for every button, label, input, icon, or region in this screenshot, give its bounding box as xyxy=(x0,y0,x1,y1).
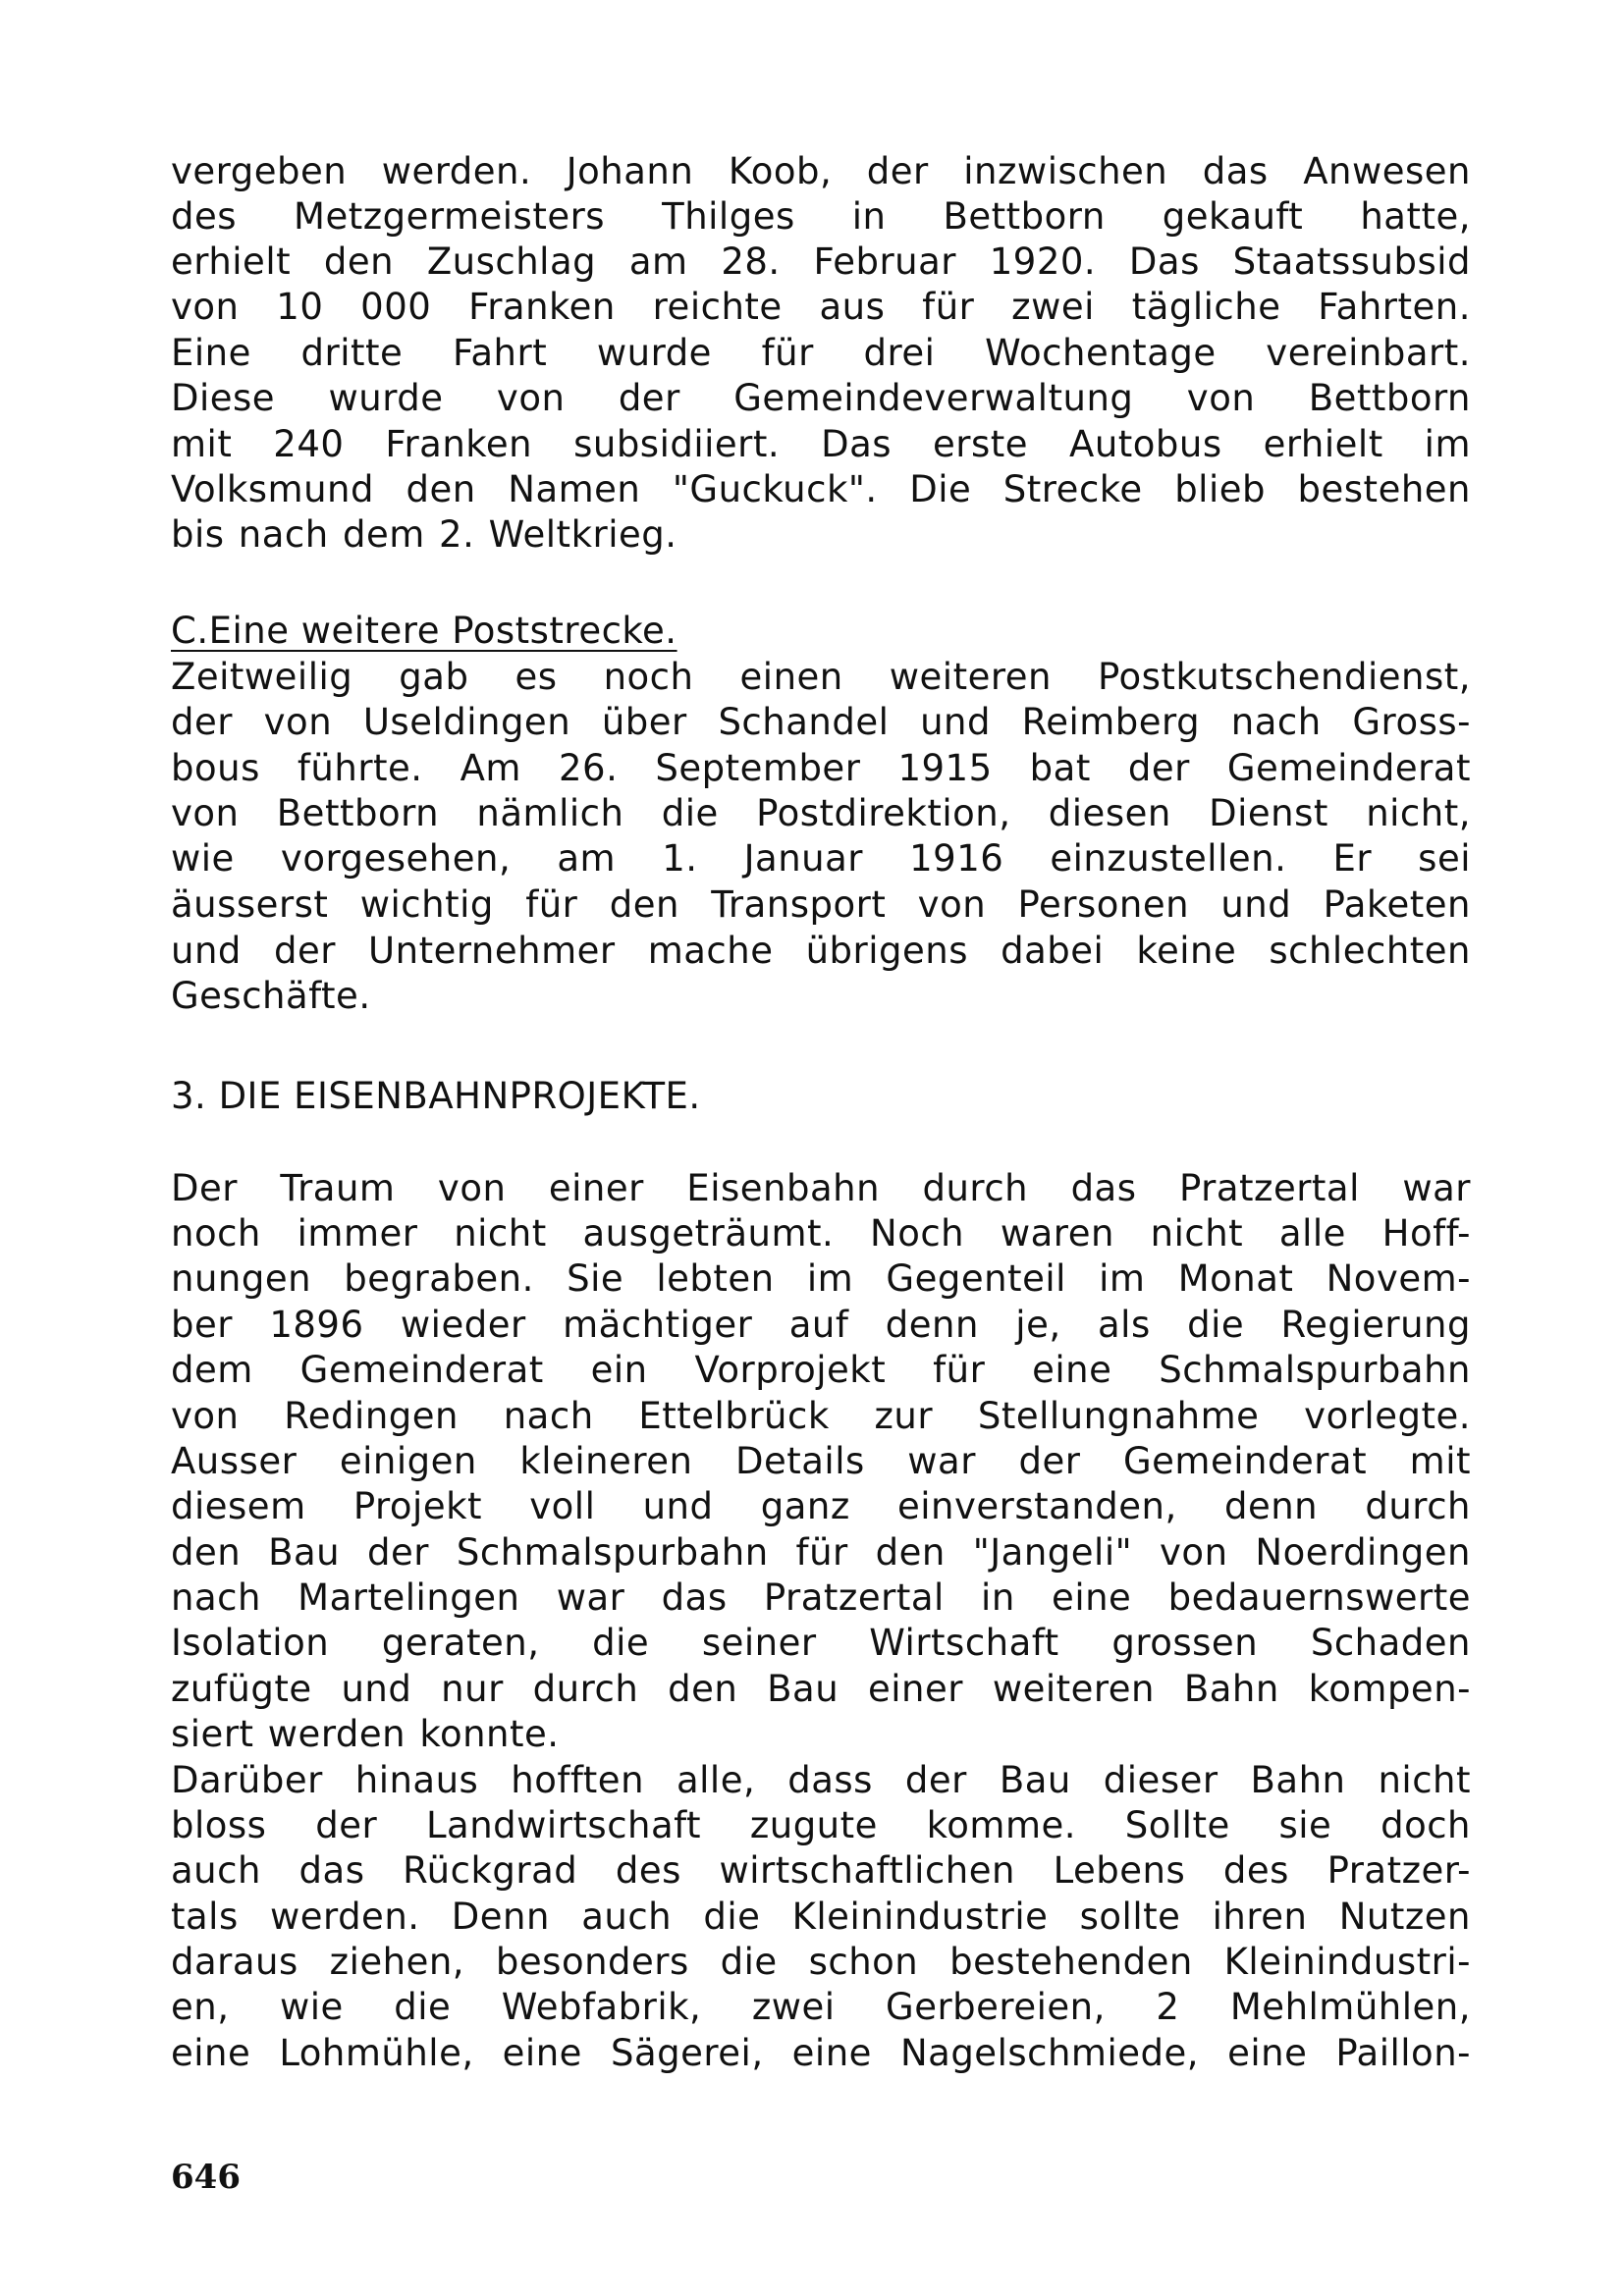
text-line: von Bettborn nämlich die Postdirektion, diesen Dienst nicht, xyxy=(171,792,1471,834)
text-line: von Redingen nach Ettelbrück zur Stellungnahme vorlegte. xyxy=(171,1395,1471,1437)
text-line: des Metzgermeisters Thilges in Bettborn gekauft hatte, xyxy=(171,195,1471,238)
text-line: der von Useldingen über Schandel und Reimberg nach Gross- xyxy=(171,701,1471,743)
text-line: eine Lohmühle, eine Sägerei, eine Nagelschmiede, eine Paillon- xyxy=(171,2032,1471,2074)
text-line: dem Gemeinderat ein Vorprojekt für eine Schmalspurbahn xyxy=(171,1349,1471,1391)
text-line: zufügte und nur durch den Bau einer weiteren Bahn kompen- xyxy=(171,1668,1471,1710)
text-line: en, wie die Webfabrik, zwei Gerbereien, 2 Mehlmühlen, xyxy=(171,1986,1471,2028)
text-line: den Bau der Schmalspurbahn für den "Jangeli" von Noerdingen xyxy=(171,1531,1471,1574)
text-line: daraus ziehen, besonders die schon bestehenden Kleinindustri- xyxy=(171,1941,1471,1983)
text-line: Der Traum von einer Eisenbahn durch das Pratzertal war xyxy=(171,1167,1471,1209)
text-line: und der Unternehmer mache übrigens dabei keine schlechten xyxy=(171,930,1471,972)
page-number: 646 xyxy=(171,2158,241,2197)
text-line: auch das Rückgrad des wirtschaftlichen Lebens des Pratzer- xyxy=(171,1849,1471,1892)
section-heading-c: C.Eine weitere Poststrecke. xyxy=(171,610,677,652)
text-line: siert werden konnte. xyxy=(171,1713,560,1755)
text-line: erhielt den Zuschlag am 28. Februar 1920. Das Staatssubsid xyxy=(171,240,1471,283)
text-line: von 10 000 Franken reichte aus für zwei tägliche Fahrten. xyxy=(171,286,1471,328)
text-line: äusserst wichtig für den Transport von Personen und Paketen xyxy=(171,883,1471,926)
text-line: Geschäfte. xyxy=(171,975,371,1017)
text-line: diesem Projekt voll und ganz einverstanden, denn durch xyxy=(171,1485,1471,1527)
text-line: vergeben werden. Johann Koob, der inzwischen das Anwesen xyxy=(171,150,1471,192)
text-line: wie vorgesehen, am 1. Januar 1916 einzustellen. Er sei xyxy=(171,837,1471,880)
text-line: mit 240 Franken subsidiiert. Das erste Autobus erhielt im xyxy=(171,423,1471,465)
text-line: nungen begraben. Sie lebten im Gegenteil im Monat Novem- xyxy=(171,1257,1471,1300)
text-line: Eine dritte Fahrt wurde für drei Wochentage vereinbart. xyxy=(171,332,1471,374)
text-line: bis nach dem 2. Weltkrieg. xyxy=(171,513,677,556)
text-line: Zeitweilig gab es noch einen weiteren Postkutschendienst, xyxy=(171,656,1471,698)
text-line: bous führte. Am 26. September 1915 bat der Gemeinderat xyxy=(171,747,1471,789)
text-line: nach Martelingen war das Pratzertal in eine bedauernswerte xyxy=(171,1576,1471,1619)
text-line: noch immer nicht ausgeträumt. Noch waren nicht alle Hoff- xyxy=(171,1212,1471,1255)
text-line: Diese wurde von der Gemeindeverwaltung von Bettborn xyxy=(171,377,1471,419)
section-heading-3: 3. DIE EISENBAHNPROJEKTE. xyxy=(171,1075,701,1117)
text-line: Darüber hinaus hofften alle, dass der Bau dieser Bahn nicht xyxy=(171,1759,1471,1801)
text-line: ber 1896 wieder mächtiger auf denn je, als die Regierung xyxy=(171,1304,1471,1346)
text-line: tals werden. Denn auch die Kleinindustrie sollte ihren Nutzen xyxy=(171,1896,1471,1938)
text-line: Isolation geraten, die seiner Wirtschaft grossen Schaden xyxy=(171,1622,1471,1664)
text-line: bloss der Landwirtschaft zugute komme. Sollte sie doch xyxy=(171,1804,1471,1846)
text-line: Volksmund den Namen "Guckuck". Die Strecke blieb bestehen xyxy=(171,468,1471,510)
text-line: Ausser einigen kleineren Details war der Gemeinderat mit xyxy=(171,1440,1471,1482)
